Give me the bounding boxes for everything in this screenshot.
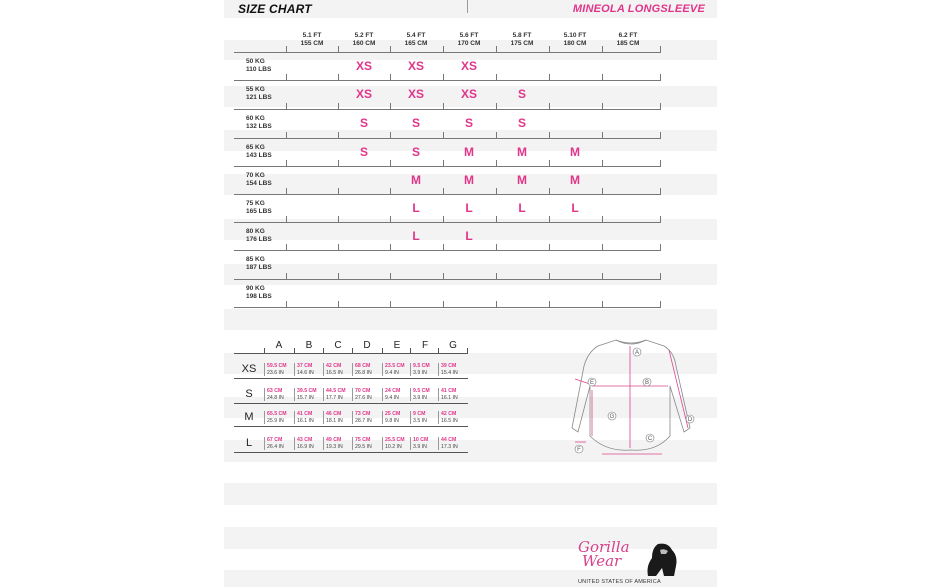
measure-in: 26.4 IN: [267, 443, 284, 450]
measure-in: 16.5 IN: [326, 369, 343, 376]
measure-cm: 68 CM: [355, 363, 371, 369]
measure-size-label: M: [244, 411, 254, 423]
row-divider: [234, 222, 661, 223]
column-tick: [286, 46, 287, 53]
size-cell: M: [464, 173, 474, 187]
column-tick: [390, 132, 391, 139]
measure-cell: [264, 388, 294, 401]
logo-line-1: Gorilla: [578, 538, 630, 556]
weight-row-label: [246, 58, 271, 74]
measure-cell: [323, 388, 352, 401]
measure-cm: 70 CM: [355, 388, 371, 394]
measure-cell: [410, 411, 438, 424]
measure-in: 29.5 IN: [355, 443, 372, 450]
measure-size-label: XS: [241, 363, 257, 375]
measure-in: 15.7 IN: [297, 394, 314, 401]
height-column-header: [549, 32, 601, 47]
column-tick: [602, 132, 603, 139]
size-cell: L: [571, 201, 579, 215]
svg-text:G: G: [609, 414, 615, 420]
height-cm: 175 CM: [510, 39, 534, 47]
measure-in: 17.7 IN: [326, 394, 343, 401]
measure-cell: [323, 437, 352, 450]
column-tick: [660, 103, 661, 110]
weight-kg: 85 KG: [246, 256, 265, 263]
measure-cell: [410, 388, 438, 401]
measure-cell: [410, 437, 438, 450]
measure-in: 18.1 IN: [326, 417, 343, 424]
measure-cm: 44.5 CM: [326, 388, 346, 394]
column-tick: [443, 74, 444, 81]
column-tick: [660, 132, 661, 139]
size-chart-page: [224, 0, 717, 587]
column-tick: [660, 244, 661, 251]
measure-in: 26.8 IN: [355, 369, 372, 376]
measure-in: 9.4 IN: [385, 369, 399, 376]
measure-in: 28.7 IN: [355, 417, 372, 424]
measure-in: 16.1 IN: [441, 394, 458, 401]
height-column-header: [443, 32, 495, 47]
measure-cm: 42 CM: [441, 411, 457, 417]
column-tick: [338, 103, 339, 110]
band: [224, 264, 717, 285]
garment-diagram: [566, 336, 696, 460]
measure-cell: [264, 363, 294, 376]
weight-kg: 50 KG: [246, 58, 265, 65]
product-name: MINEOLA LONGSLEEVE: [572, 3, 705, 15]
measure-cell: [382, 388, 410, 401]
column-tick: [602, 273, 603, 280]
height-column-header: [338, 32, 390, 47]
column-tick: [549, 273, 550, 280]
measure-cm: 24 CM: [385, 388, 401, 394]
gorilla-icon: [644, 542, 680, 576]
size-cell: M: [570, 173, 580, 187]
measure-cm: 73 CM: [355, 411, 371, 417]
measure-cm: 43 CM: [297, 437, 313, 443]
column-tick: [338, 244, 339, 251]
svg-text:E: E: [589, 380, 595, 386]
measure-cell: [438, 411, 467, 424]
measure-in: 23.6 IN: [267, 369, 284, 376]
size-cell: XS: [407, 87, 424, 101]
weight-lbs: 132 LBS: [246, 123, 272, 130]
measure-cm: 9 CM: [413, 411, 426, 417]
measure-column-header: D: [363, 340, 371, 351]
height-ft: 6.2 FT: [618, 32, 638, 39]
measure-cm: 25 CM: [385, 411, 401, 417]
measure-cell: [382, 363, 410, 376]
weight-kg: 60 KG: [246, 115, 265, 122]
measure-in: 9.4 IN: [385, 394, 399, 401]
measure-cm: 67 CM: [267, 437, 283, 443]
measure-cell: [352, 437, 382, 450]
measure-cell: [352, 363, 382, 376]
column-tick: [338, 132, 339, 139]
row-divider: [234, 403, 468, 404]
column-tick: [549, 132, 550, 139]
size-cell: L: [518, 201, 526, 215]
column-tick: [286, 160, 287, 167]
size-cell: S: [464, 116, 473, 130]
size-cell: L: [412, 201, 420, 215]
column-tick: [549, 301, 550, 308]
measure-cm: 25.5 CM: [385, 437, 405, 443]
measure-cm: 10 CM: [413, 437, 429, 443]
column-tick: [496, 216, 497, 223]
size-cell: L: [412, 229, 420, 243]
height-cm: 160 CM: [352, 39, 376, 47]
column-tick: [602, 188, 603, 195]
measure-size-label: S: [245, 388, 253, 400]
column-tick: [286, 103, 287, 110]
measure-cm: 75 CM: [355, 437, 371, 443]
measure-cm: 46 CM: [326, 411, 342, 417]
column-tick: [660, 160, 661, 167]
size-cell: S: [517, 87, 526, 101]
svg-text:B: B: [644, 380, 650, 386]
size-cell: S: [359, 116, 368, 130]
size-cell: S: [517, 116, 526, 130]
size-cell: L: [465, 201, 473, 215]
height-ft: 5.1 FT: [302, 32, 322, 39]
height-ft: 5.10 FT: [563, 32, 587, 39]
size-cell: M: [517, 173, 527, 187]
svg-text:F: F: [577, 447, 581, 453]
measure-cm: 49 CM: [326, 437, 342, 443]
weight-lbs: 121 LBS: [246, 94, 272, 101]
height-ft: 5.6 FT: [459, 32, 479, 39]
weight-lbs: 110 LBS: [246, 66, 272, 73]
band: [224, 483, 717, 505]
measure-cell: [438, 363, 467, 376]
column-tick: [390, 216, 391, 223]
column-tick: [549, 244, 550, 251]
column-tick: [338, 188, 339, 195]
weight-row-label: [246, 144, 272, 160]
measure-cell: [352, 411, 382, 424]
weight-lbs: 187 LBS: [246, 264, 272, 271]
size-cell: L: [465, 229, 473, 243]
measure-cm: 65.5 CM: [267, 411, 287, 417]
weight-row-label: [246, 285, 272, 301]
measure-cell: [382, 411, 410, 424]
measure-in: 16.9 IN: [297, 443, 314, 450]
brand-logo: [576, 540, 686, 587]
measure-cm: 42 CM: [326, 363, 342, 369]
measure-cell: [264, 437, 294, 450]
page-title: SIZE CHART: [238, 2, 312, 16]
weight-kg: 65 KG: [246, 144, 265, 151]
column-tick: [338, 216, 339, 223]
measure-cm: 59.5 CM: [267, 363, 287, 369]
size-cell: S: [359, 145, 368, 159]
size-cell: XS: [407, 59, 424, 73]
column-tick: [602, 244, 603, 251]
column-tick: [496, 301, 497, 308]
row-divider: [234, 194, 661, 195]
measure-in: 3.5 IN: [413, 417, 427, 424]
column-tick: [602, 216, 603, 223]
logo-tagline: UNITED STATES OF AMERICA: [578, 579, 661, 585]
measure-cm: 37 CM: [297, 363, 313, 369]
column-tick: [338, 46, 339, 53]
measure-column-header: A: [275, 340, 283, 351]
size-cell: M: [411, 173, 421, 187]
height-ft: 5.4 FT: [406, 32, 426, 39]
measure-cm: 41 CM: [297, 411, 313, 417]
size-cell: XS: [355, 87, 372, 101]
row-divider: [234, 166, 661, 167]
measure-in: 25.9 IN: [267, 417, 284, 424]
height-cm: 180 CM: [563, 39, 587, 47]
measure-in: 17.3 IN: [441, 443, 458, 450]
size-cell: XS: [460, 87, 477, 101]
measure-cell: [438, 437, 467, 450]
longsleeve-shirt-icon: [566, 336, 696, 460]
measure-cell: [264, 411, 294, 424]
measure-cm: 9.5 CM: [413, 363, 430, 369]
column-tick: [602, 160, 603, 167]
measure-cell: [294, 437, 323, 450]
measure-in: 27.6 IN: [355, 394, 372, 401]
measure-in: 16.1 IN: [297, 417, 314, 424]
measure-cell: [323, 363, 352, 376]
measure-cell: [323, 411, 352, 424]
measure-in: 15.4 IN: [441, 369, 458, 376]
column-tick: [286, 74, 287, 81]
weight-kg: 75 KG: [246, 200, 265, 207]
size-cell: S: [411, 116, 420, 130]
column-tick: [390, 188, 391, 195]
size-cell: M: [517, 145, 527, 159]
column-tick: [443, 301, 444, 308]
column-tick: [496, 132, 497, 139]
column-tick: [443, 273, 444, 280]
column-tick: [443, 103, 444, 110]
logo-line-2: Wear: [582, 552, 622, 570]
column-tick: [549, 103, 550, 110]
column-tick: [390, 103, 391, 110]
weight-lbs: 198 LBS: [246, 293, 272, 300]
measure-cell: [294, 411, 323, 424]
column-tick: [660, 46, 661, 53]
column-tick: [443, 244, 444, 251]
column-tick: [496, 244, 497, 251]
band: [224, 309, 717, 330]
column-tick: [443, 46, 444, 53]
svg-text:A: A: [634, 350, 640, 356]
weight-kg: 90 KG: [246, 285, 265, 292]
column-tick: [286, 216, 287, 223]
column-tick: [390, 244, 391, 251]
column-tick: [602, 103, 603, 110]
row-divider: [234, 307, 661, 308]
column-tick: [286, 188, 287, 195]
column-tick: [443, 160, 444, 167]
measure-in: 3.9 IN: [413, 369, 427, 376]
column-tick: [286, 273, 287, 280]
measure-column-header: E: [393, 340, 401, 351]
column-tick: [549, 216, 550, 223]
column-tick: [496, 160, 497, 167]
measure-in: 19.3 IN: [326, 443, 343, 450]
height-ft: 5.8 FT: [512, 32, 532, 39]
measure-cell: [438, 388, 467, 401]
measure-cm: 44 CM: [441, 437, 457, 443]
measure-cm: 23.5 CM: [385, 363, 405, 369]
column-tick: [549, 74, 550, 81]
weight-row-label: [246, 228, 272, 244]
column-tick: [338, 74, 339, 81]
measure-cell: [294, 388, 323, 401]
row-divider: [234, 52, 661, 53]
column-tick: [286, 244, 287, 251]
measure-cell: [410, 363, 438, 376]
height-ft: 5.2 FT: [354, 32, 374, 39]
column-tick: [602, 46, 603, 53]
column-tick: [496, 46, 497, 53]
height-cm: 165 CM: [404, 39, 428, 47]
height-column-header: [602, 32, 654, 47]
column-tick: [286, 132, 287, 139]
measure-in: 14.6 IN: [297, 369, 314, 376]
measure-size-label: L: [245, 437, 253, 449]
column-tick: [660, 74, 661, 81]
column-tick: [660, 188, 661, 195]
measure-column-header: G: [449, 340, 457, 351]
column-tick: [496, 188, 497, 195]
measure-column-header: F: [421, 340, 429, 351]
row-divider: [234, 250, 661, 251]
measure-column-header: C: [334, 340, 342, 351]
measure-in: 16.5 IN: [441, 417, 458, 424]
height-column-header: [390, 32, 442, 47]
weight-row-label: [246, 115, 272, 131]
row-divider: [234, 138, 661, 139]
column-tick: [286, 301, 287, 308]
measure-in: 10.2 IN: [385, 443, 402, 450]
weight-lbs: 165 LBS: [246, 208, 272, 215]
column-tick: [338, 160, 339, 167]
column-tick: [390, 46, 391, 53]
measure-column-header: B: [305, 340, 313, 351]
column-tick: [338, 301, 339, 308]
measure-cm: 63 CM: [267, 388, 283, 394]
size-cell: XS: [355, 59, 372, 73]
column-tick: [443, 188, 444, 195]
measure-in: 9.8 IN: [385, 417, 399, 424]
measure-in: 24.8 IN: [267, 394, 284, 401]
row-divider: [234, 378, 468, 379]
weight-row-label: [246, 172, 272, 188]
column-tick: [549, 46, 550, 53]
measure-in: 3.9 IN: [413, 443, 427, 450]
column-tick: [660, 301, 661, 308]
measure-cell: [294, 363, 323, 376]
column-tick: [496, 74, 497, 81]
row-divider: [234, 426, 468, 427]
column-tick: [443, 132, 444, 139]
column-tick: [390, 160, 391, 167]
svg-text:C: C: [647, 436, 653, 442]
column-tick: [338, 273, 339, 280]
column-tick: [496, 103, 497, 110]
row-divider: [234, 353, 468, 354]
column-tick: [496, 273, 497, 280]
height-cm: 155 CM: [300, 39, 324, 47]
cell-border: [467, 0, 470, 13]
weight-lbs: 143 LBS: [246, 152, 272, 159]
measure-cm: 41 CM: [441, 388, 457, 394]
height-column-header: [286, 32, 338, 47]
size-cell: S: [411, 145, 420, 159]
height-cm: 170 CM: [457, 39, 481, 47]
column-tick: [602, 74, 603, 81]
weight-row-label: [246, 200, 272, 216]
column-tick: [549, 160, 550, 167]
column-tick: [660, 216, 661, 223]
weight-lbs: 176 LBS: [246, 236, 272, 243]
weight-row-label: [246, 256, 272, 272]
size-cell: XS: [460, 59, 477, 73]
svg-text:D: D: [687, 417, 693, 423]
column-tick: [549, 188, 550, 195]
column-tick: [660, 273, 661, 280]
weight-kg: 80 KG: [246, 228, 265, 235]
weight-kg: 55 KG: [246, 86, 265, 93]
size-cell: M: [464, 145, 474, 159]
column-tick: [390, 301, 391, 308]
measure-cm: 39 CM: [441, 363, 457, 369]
measure-cm: 39.5 CM: [297, 388, 317, 394]
row-divider: [234, 109, 661, 110]
measure-cell: [352, 388, 382, 401]
measure-in: 3.9 IN: [413, 394, 427, 401]
size-cell: M: [570, 145, 580, 159]
measure-cell: [382, 437, 410, 450]
column-tick: [602, 301, 603, 308]
weight-kg: 70 KG: [246, 172, 265, 179]
row-divider: [234, 80, 661, 81]
column-tick: [390, 74, 391, 81]
height-cm: 185 CM: [616, 39, 640, 47]
weight-lbs: 154 LBS: [246, 180, 272, 187]
measure-cm: 9.5 CM: [413, 388, 430, 394]
column-tick: [390, 273, 391, 280]
height-column-header: [496, 32, 548, 47]
logo-wordmark: [578, 540, 630, 568]
row-divider: [234, 452, 468, 453]
row-divider: [234, 279, 661, 280]
column-tick: [443, 216, 444, 223]
weight-row-label: [246, 86, 272, 102]
